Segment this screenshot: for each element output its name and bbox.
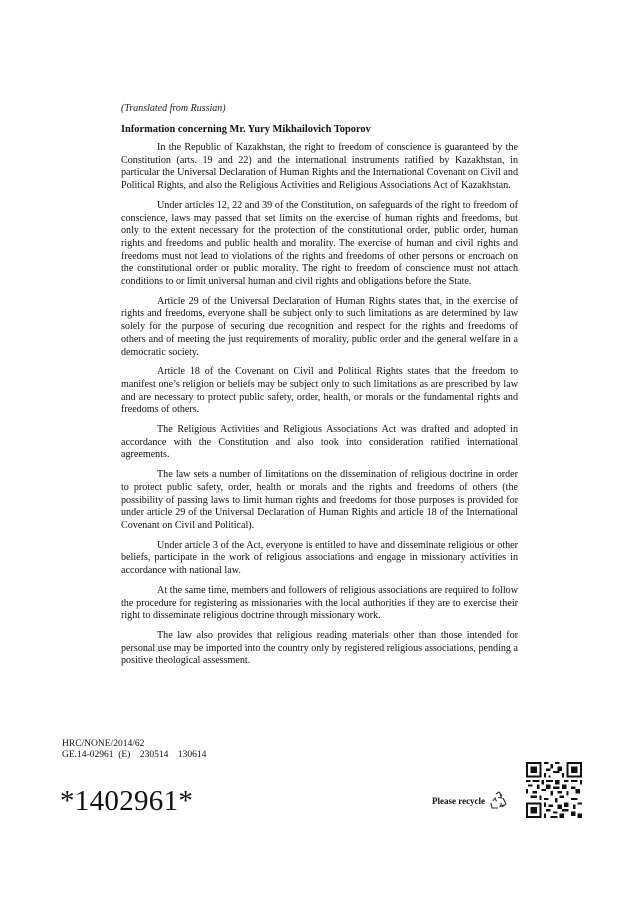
recycle-icon (488, 790, 510, 812)
paragraph: The law sets a number of limitations on the dissemination of religious doctrine in order to protect public safety, order, health or morals and the rights and freedoms of others (the possibility of passing laws to limit human rights and freedoms for those purposes is provided for under article 29 of the Universal Declaration of Human Rights and article 18 of the International Covenant on Civil and Political). (121, 469, 518, 531)
paragraph: Under articles 12, 22 and 39 of the Constitution, on safeguards of the right to freedom of conscience, laws may passed that set limits on the exercise of human rights and freedoms, but only to the extent necessary for the protection of the constitutional order, public order, human rights and freedoms and public health and morality. The exercise of human and civil rights and freedoms must not lead to violations of the rights and freedoms of other persons or encroach on the constitutional order or public morality. The right to freedom of conscience must not attach conditions to or limit universal human and civil rights and obligations before the State. (121, 199, 518, 288)
recycle-label: Please recycle (432, 796, 486, 806)
paragraph: Under article 3 of the Act, everyone is entitled to have and disseminate religious or other beliefs, participate in the work of religious associations and engage in missionary activities in accordance with national law. (121, 539, 518, 577)
paragraph: Article 29 of the Universal Declaration of Human Rights states that, in the exercise of rights and freedoms, everyone shall be subject only to such limitations as are determined by law solely for the purpose of securing due recognition and respect for the rights and freedoms of others and of meeting the just requirements of morality, public order and the general welfare in a democratic society. (121, 295, 518, 358)
paragraph: The Religious Activities and Religious Associations Act was drafted and adopted in accordance with the Constitution and also took into consideration ratified international agreements. (121, 424, 518, 461)
paragraph: At the same time, members and followers of religious associations are required to follow the procedure for registering as missionaries with the local authorities if they are to exercise their right to disseminate religious doctrine through missionary work. (121, 584, 518, 622)
paragraph: Article 18 of the Covenant on Civil and Political Rights states that the freedom to manifest one’s religion or beliefs may be subject only to such limitations as are prescribed by law and are necessary to protect public safety, order, health, or morals or the fundamental rights and freedoms of others. (121, 366, 518, 416)
document-heading: Information concerning Mr. Yury Mikhailovich Toporov (121, 124, 371, 135)
paragraph: The law also provides that religious reading materials other than those intended for personal use may be imported into the country only by registered religious associations, pending a positive theological assessment. (121, 629, 518, 667)
translated-note: (Translated from Russian) (121, 103, 226, 114)
document-body (121, 103, 518, 675)
qr-code-icon (526, 762, 582, 818)
paragraph: In the Republic of Kazakhstan, the right to freedom of conscience is guaranteed by the Constitution (arts. 19 and 22) and the international instruments ratified by Kazakhstan, in particular the Universal Declaration of Human Rights and the International Covenant on Civil and Political Rights, and also the Religious Activities and Religious Associations Act of Kazakhstan. (121, 142, 518, 192)
job-number: GE.14-02961 (E) 230514 130614 (62, 750, 207, 760)
recycle-notice (432, 790, 510, 812)
barcode-text: *1402961* (60, 785, 194, 817)
document-symbol: HRC/NONE/2014/62 (62, 739, 145, 749)
